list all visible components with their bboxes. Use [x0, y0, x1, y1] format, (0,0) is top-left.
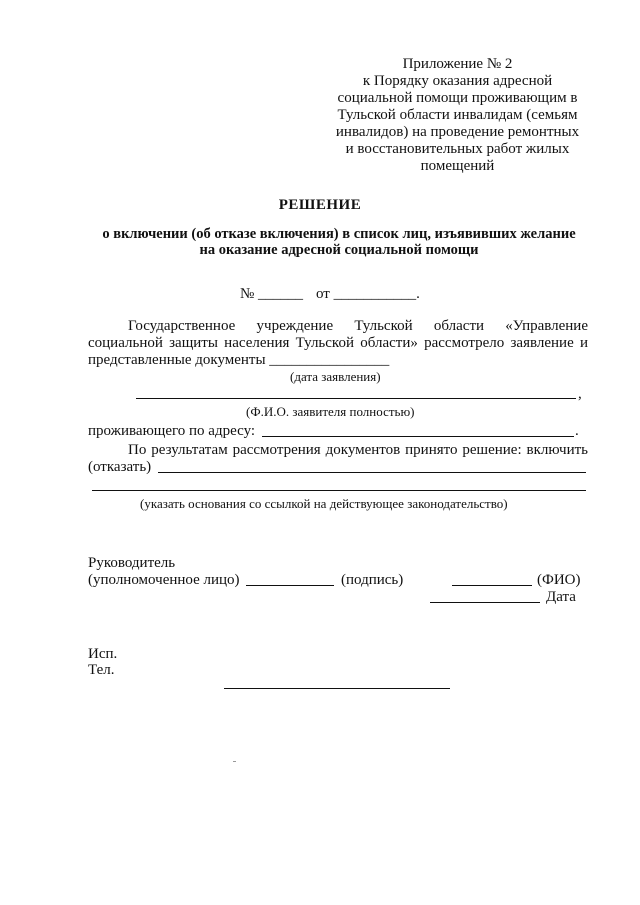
appendix-line: к Порядку оказания адресной	[362, 73, 553, 89]
subtitle-line-1: о включении (об отказе включения) в список лиц, изъявивших желание	[102, 226, 576, 242]
document-subtitle	[84, 226, 594, 258]
decision-line	[158, 472, 586, 473]
signature-line	[246, 585, 334, 586]
date-line	[430, 602, 540, 603]
applicant-name-caption: (Ф.И.О. заявителя полностью)	[246, 404, 415, 419]
address-end: .	[575, 423, 579, 439]
signature-caption: (подпись)	[341, 572, 404, 588]
document-title: РЕШЕНИЕ	[278, 197, 362, 213]
date-caption: Дата	[546, 589, 576, 605]
appendix-line: Приложение № 2	[402, 56, 513, 72]
decision-line-1: По результатам рассмотрения документов принято решение: включить	[128, 442, 588, 458]
decision-line-2: (отказать)	[88, 459, 152, 475]
executor-label: Исп.	[88, 646, 118, 662]
footer-separator	[224, 688, 450, 689]
paragraph-line-2: социальной защиты населения Тульской области» рассмотрело заявление и	[88, 335, 588, 351]
paragraph-line-1: Государственное учреждение Тульской области «Управление	[128, 318, 588, 334]
applicant-name-comma: ,	[578, 386, 582, 402]
scan-artifact	[233, 761, 236, 762]
authorized-person-label: (уполномоченное лицо)	[88, 572, 240, 588]
appendix-header	[320, 56, 595, 175]
subtitle-line-2: на оказание адресной социальной помощи	[199, 242, 479, 258]
paragraph-line-3: представленные документы ________________	[88, 352, 390, 368]
fio-line	[452, 585, 532, 586]
appendix-line: и восстановительных работ жилых	[345, 141, 570, 157]
address-label: проживающего по адресу:	[88, 423, 256, 439]
grounds-caption: (указать основания со ссылкой на действующее законодательство)	[140, 496, 508, 511]
address-line	[262, 436, 574, 437]
decision-number: № ______	[240, 286, 304, 302]
appendix-line: помещений	[420, 158, 495, 174]
application-date-caption: (дата заявления)	[290, 369, 381, 384]
decision-date: от ___________.	[316, 286, 420, 302]
appendix-line: инвалидов) на проведение ремонтных	[335, 124, 580, 140]
appendix-line: социальной помощи проживающим в	[337, 90, 578, 106]
applicant-name-line	[136, 398, 576, 399]
grounds-line	[92, 490, 586, 491]
phone-label: Тел.	[88, 662, 115, 678]
appendix-line: Тульской области инвалидам (семьям	[337, 107, 578, 123]
fio-caption: (ФИО)	[537, 572, 581, 588]
head-label: Руководитель	[88, 555, 176, 571]
